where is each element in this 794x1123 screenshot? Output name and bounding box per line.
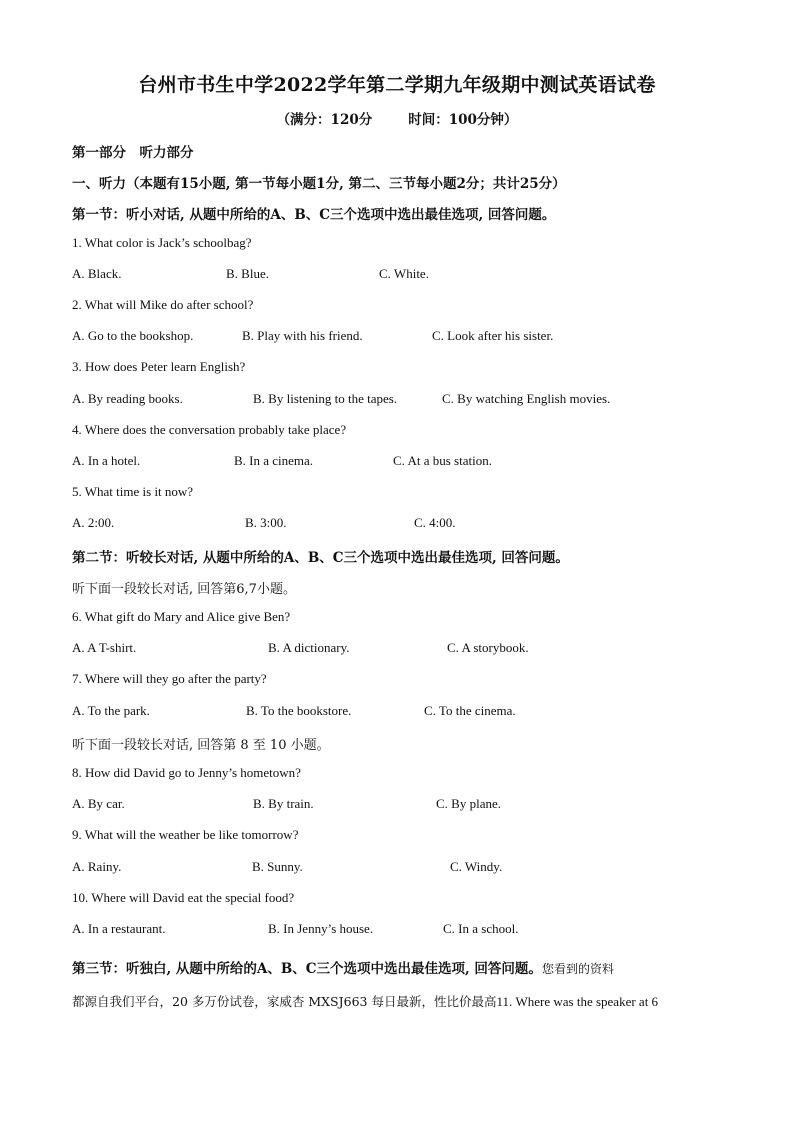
section3-instruction: 第三节：听独白, 从题中所给的A、B、C三个选项中选出最佳选项, 回答问题。 [72,961,542,977]
q3-option-a: A. By reading books. [72,391,183,406]
q7-option-b: B. To the bookstore. [246,703,352,718]
q8-option-a: A. By car. [72,796,125,811]
question-10: 10. Where will David eat the special food? [72,890,295,905]
question-9: 9. What will the weather be like tomorrow? [72,827,299,842]
watermark-text-start: 您看到的资料 [541,962,614,976]
q8-option-b: B. By train. [253,796,314,811]
q4-option-a: A. In a hotel. [72,453,141,468]
q3-option-b: B. By listening to the tapes. [253,391,398,406]
q10-option-b: B. In Jenny’s house. [268,921,374,936]
section2-instruction: 第二节：听较长对话, 从题中所给的A、B、C三个选项中选出最佳选项, 回答问题。 [72,550,569,566]
section2-note-2: 听下面一段较长对话, 回答第 8 至 10 小题。 [72,738,330,753]
q9-option-b: B. Sunny. [252,859,303,874]
q7-option-c: C. To the cinema. [424,703,516,718]
q2-option-b: B. Play with his friend. [242,328,363,343]
section-title: 一、听力（本题有15小题, 第一节每小题1分, 第二、三节每小题2分；共计25分） [72,176,566,192]
watermark-text: 都源自我们平台，20 多万份试卷，家威杏 MXSJ663 每日最新，性比价最高 [72,994,497,1009]
q1-option-a: A. Black. [72,266,122,281]
q1-option-b: B. Blue. [226,266,269,281]
q2-option-c: C. Look after his sister. [432,328,554,343]
section3-instruction-line [72,957,614,977]
question-8: 8. How did David go to Jenny’s hometown? [72,765,301,780]
q10-option-c: C. In a school. [443,921,519,936]
section2-note-1: 听下面一段较长对话, 回答第6,7小题。 [72,582,296,597]
q7-option-a: A. To the park. [72,703,150,718]
q9-option-a: A. Rainy. [72,859,122,874]
question-2: 2. What will Mike do after school? [72,297,254,312]
q3-option-c: C. By watching English movies. [442,391,611,406]
section1-instruction: 第一节：听小对话, 从题中所给的A、B、C三个选项中选出最佳选项, 回答问题。 [72,207,556,223]
part-heading: 第一部分 听力部分 [72,145,194,161]
question-4: 4. Where does the conversation probably take place? [72,422,347,437]
q5-option-c: C. 4:00. [414,515,456,530]
question-3: 3. How does Peter learn English? [72,359,246,374]
q4-option-c: C. At a bus station. [393,453,492,468]
exam-subtitle [0,108,794,128]
q6-option-a: A. A T-shirt. [72,640,137,655]
q10-option-a: A. In a restaurant. [72,921,166,936]
watermark-line [72,992,658,1010]
q2-option-a: A. Go to the bookshop. [72,328,194,343]
q4-option-b: B. In a cinema. [234,453,314,468]
q6-option-b: B. A dictionary. [268,640,350,655]
question-6: 6. What gift do Mary and Alice give Ben? [72,609,291,624]
exam-time-text: 时间：100分钟） [408,112,518,128]
question-11-start: 11. Where was the speaker at 6 [496,994,659,1009]
q8-option-c: C. By plane. [436,796,501,811]
question-5: 5. What time is it now? [72,484,194,499]
question-7: 7. Where will they go after the party? [72,671,267,686]
q6-option-c: C. A storybook. [447,640,529,655]
q5-option-b: B. 3:00. [245,515,287,530]
full-score-text: （满分：120分 [276,112,373,128]
q1-option-c: C. White. [379,266,429,281]
exam-title: 台州市书生中学2022学年第二学期九年级期中测试英语试卷 [138,74,656,96]
q5-option-a: A. 2:00. [72,515,115,530]
question-1: 1. What color is Jack’s schoolbag? [72,235,252,250]
q9-option-c: C. Windy. [450,859,503,874]
